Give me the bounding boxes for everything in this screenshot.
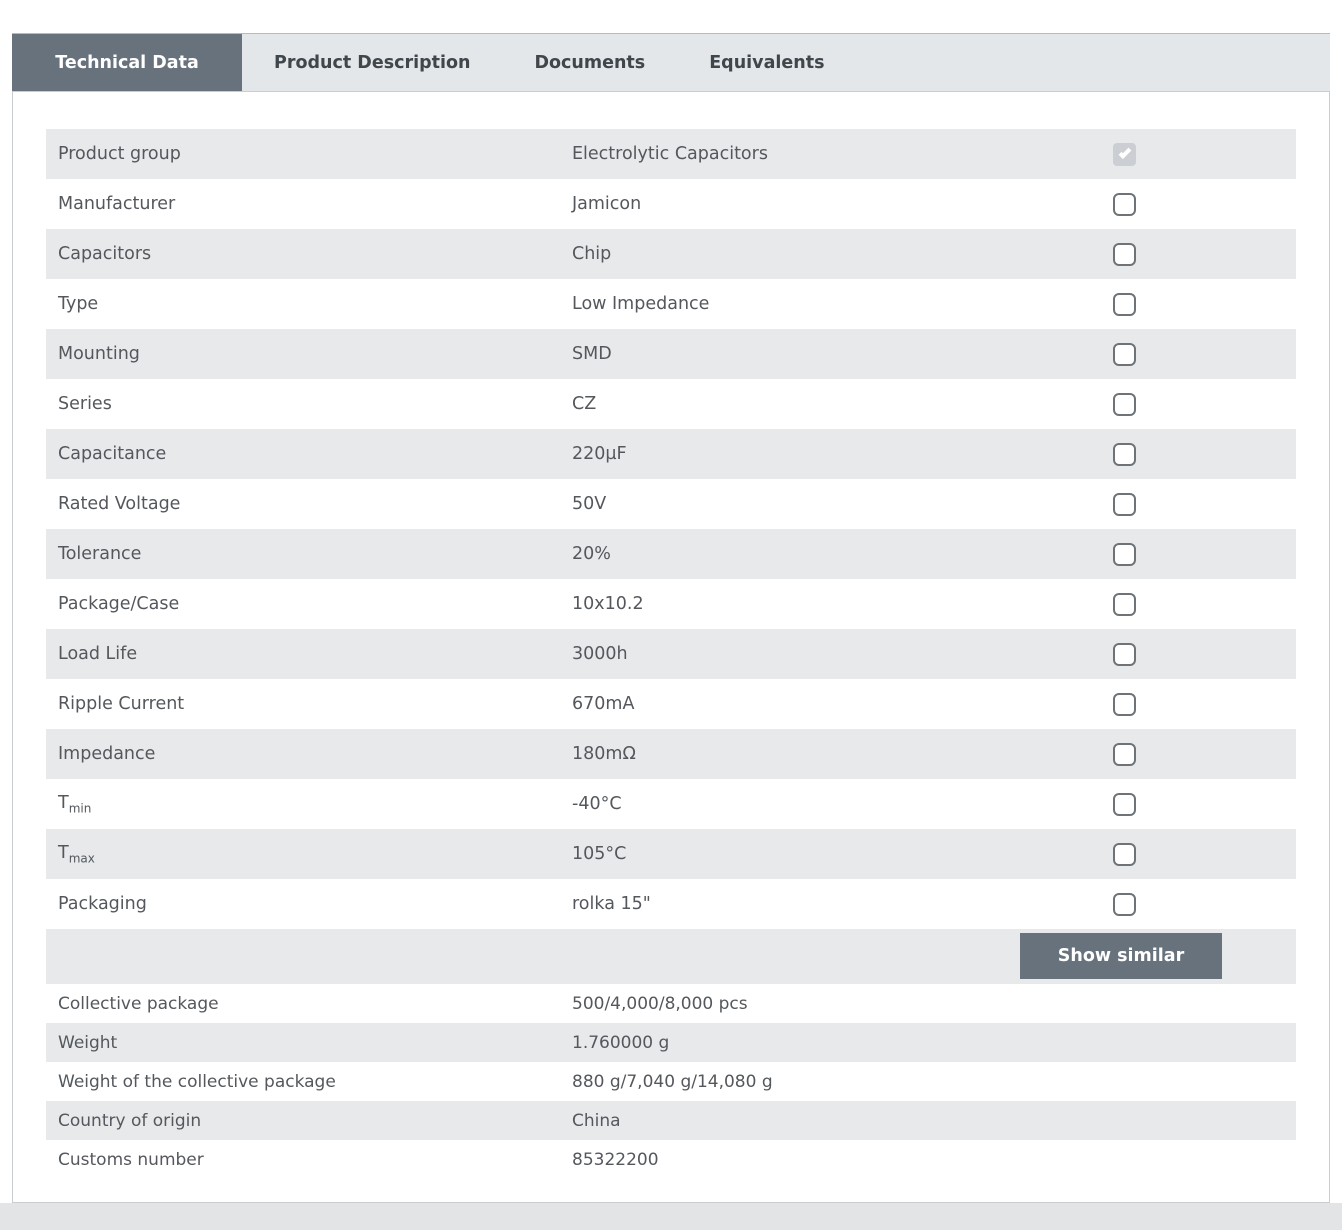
compare-checkbox[interactable] bbox=[1113, 443, 1136, 466]
info-row bbox=[46, 1140, 1296, 1179]
row-value: -40°C bbox=[572, 794, 622, 814]
row-value: rolka 15" bbox=[572, 894, 651, 914]
table-row bbox=[46, 129, 1296, 179]
row-value: Chip bbox=[572, 244, 612, 264]
row-checkbox-cell bbox=[1113, 493, 1296, 516]
row-label: $T_{min}$ bbox=[58, 792, 92, 816]
compare-checkbox[interactable] bbox=[1113, 543, 1136, 566]
table-row bbox=[46, 179, 1296, 229]
info-label: Customs number bbox=[58, 1149, 204, 1170]
row-value: 180mΩ bbox=[572, 744, 636, 764]
table-row bbox=[46, 429, 1296, 479]
row-value: Low Impedance bbox=[572, 294, 710, 314]
info-label: Country of origin bbox=[58, 1110, 202, 1131]
tab-technical-data[interactable]: Technical Data bbox=[12, 34, 242, 91]
info-label: Weight bbox=[58, 1032, 118, 1053]
row-checkbox-cell bbox=[1113, 443, 1296, 466]
row-label: Series bbox=[58, 394, 112, 414]
row-checkbox-cell bbox=[1113, 193, 1296, 216]
row-checkbox-cell bbox=[1113, 393, 1296, 416]
info-value: 880 g/7,040 g/14,080 g bbox=[572, 1071, 773, 1092]
row-label: Packaging bbox=[58, 894, 147, 914]
row-value: Electrolytic Capacitors bbox=[572, 144, 768, 164]
show-similar-row bbox=[46, 929, 1296, 984]
page-background-strip bbox=[0, 1203, 1342, 1230]
compare-checkbox[interactable] bbox=[1113, 693, 1136, 716]
table-row bbox=[46, 779, 1296, 829]
row-value: 670mA bbox=[572, 694, 635, 714]
info-value: China bbox=[572, 1110, 621, 1131]
table-row bbox=[46, 479, 1296, 529]
row-checkbox-cell bbox=[1113, 843, 1296, 866]
row-label: $T_{max}$ bbox=[58, 842, 95, 866]
row-value: 20% bbox=[572, 544, 611, 564]
tab-documents[interactable]: Documents bbox=[534, 52, 646, 73]
table-row bbox=[46, 829, 1296, 879]
row-checkbox-cell bbox=[1113, 893, 1296, 916]
row-checkbox-cell bbox=[1113, 343, 1296, 366]
info-row bbox=[46, 1101, 1296, 1140]
row-label: Rated Voltage bbox=[58, 494, 181, 514]
row-value: 3000h bbox=[572, 644, 628, 664]
info-label: Collective package bbox=[58, 993, 219, 1014]
checkmark-icon bbox=[1118, 146, 1131, 159]
row-value: Jamicon bbox=[572, 194, 642, 214]
row-label: Tolerance bbox=[58, 544, 142, 564]
row-checkbox-cell bbox=[1113, 793, 1296, 816]
row-value: 220µF bbox=[572, 444, 627, 464]
compare-checkbox[interactable] bbox=[1113, 893, 1136, 916]
row-label-subscript: max bbox=[68, 851, 95, 866]
row-checkbox-cell bbox=[1113, 593, 1296, 616]
row-checkbox-cell bbox=[1113, 693, 1296, 716]
compare-checkbox[interactable] bbox=[1113, 193, 1136, 216]
product-detail-panel bbox=[12, 33, 1330, 1203]
compare-checkbox[interactable] bbox=[1113, 293, 1136, 316]
info-value: 1.760000 g bbox=[572, 1032, 670, 1053]
table-row bbox=[46, 879, 1296, 929]
table-row bbox=[46, 529, 1296, 579]
table-row bbox=[46, 279, 1296, 329]
row-value: SMD bbox=[572, 344, 612, 364]
compare-checkbox[interactable] bbox=[1113, 643, 1136, 666]
row-label-subscript: min bbox=[68, 801, 92, 816]
compare-checkbox bbox=[1113, 143, 1136, 166]
row-value: 10x10.2 bbox=[572, 594, 644, 614]
table-row bbox=[46, 579, 1296, 629]
row-checkbox-cell bbox=[1113, 643, 1296, 666]
info-table bbox=[46, 984, 1296, 1179]
compare-checkbox[interactable] bbox=[1113, 793, 1136, 816]
info-value: 85322200 bbox=[572, 1149, 659, 1170]
compare-checkbox[interactable] bbox=[1113, 743, 1136, 766]
technical-data-panel bbox=[12, 92, 1330, 1203]
table-row bbox=[46, 379, 1296, 429]
compare-checkbox[interactable] bbox=[1113, 493, 1136, 516]
table-row bbox=[46, 679, 1296, 729]
compare-checkbox[interactable] bbox=[1113, 243, 1136, 266]
row-label: Mounting bbox=[58, 344, 140, 364]
row-label: Capacitors bbox=[58, 244, 152, 264]
row-label: Product group bbox=[58, 144, 181, 164]
row-label: Manufacturer bbox=[58, 194, 176, 214]
row-value: 105°C bbox=[572, 844, 627, 864]
info-row bbox=[46, 1023, 1296, 1062]
show-similar-button[interactable]: Show similar bbox=[1020, 933, 1222, 979]
table-row bbox=[46, 229, 1296, 279]
compare-checkbox[interactable] bbox=[1113, 843, 1136, 866]
tab-bar bbox=[12, 33, 1330, 92]
row-checkbox-cell bbox=[1113, 243, 1296, 266]
row-checkbox-cell bbox=[1113, 543, 1296, 566]
row-label: Capacitance bbox=[58, 444, 167, 464]
spec-table bbox=[46, 129, 1296, 929]
row-value: CZ bbox=[572, 394, 597, 414]
info-label: Weight of the collective package bbox=[58, 1071, 336, 1092]
tab-product-description[interactable]: Product Description bbox=[274, 52, 471, 73]
compare-checkbox[interactable] bbox=[1113, 393, 1136, 416]
table-row bbox=[46, 629, 1296, 679]
info-row bbox=[46, 984, 1296, 1023]
table-row bbox=[46, 729, 1296, 779]
row-checkbox-cell bbox=[1113, 143, 1296, 166]
info-row bbox=[46, 1062, 1296, 1101]
row-checkbox-cell bbox=[1113, 293, 1296, 316]
info-value: 500/4,000/8,000 pcs bbox=[572, 993, 748, 1014]
compare-checkbox[interactable] bbox=[1113, 593, 1136, 616]
table-row bbox=[46, 329, 1296, 379]
row-label: Impedance bbox=[58, 744, 156, 764]
compare-checkbox[interactable] bbox=[1113, 343, 1136, 366]
row-label: Load Life bbox=[58, 644, 138, 664]
tab-equivalents[interactable]: Equivalents bbox=[709, 52, 825, 73]
row-label: Ripple Current bbox=[58, 694, 185, 714]
row-checkbox-cell bbox=[1113, 743, 1296, 766]
row-label: Type bbox=[58, 294, 99, 314]
row-value: 50V bbox=[572, 494, 607, 514]
row-label: Package/Case bbox=[58, 594, 180, 614]
